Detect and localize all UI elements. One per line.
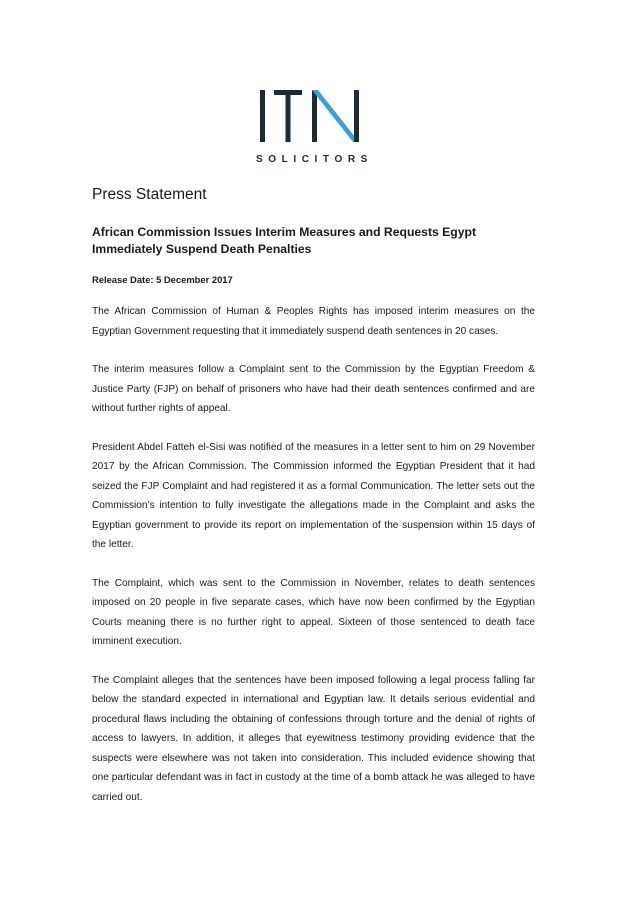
document-type-title: Press Statement — [92, 186, 207, 203]
logo-letter-t-stem — [286, 90, 291, 142]
itn-solicitors-logo — [256, 90, 373, 166]
headline: African Commission Issues Interim Measures and Requests Egypt Immediately Suspend Death Penalties — [92, 225, 477, 256]
paragraph-4: The Complaint, which was sent to the Commission in November, relates to death sentences imposed on 20 people in five separate cases, which have now been confirmed by the Egyptian Courts meaning there is no further right to appeal. Sixteen of those sentenced to death face imminent execution. — [92, 577, 535, 647]
paragraph-2: The interim measures follow a Complaint sent to the Commission by the Egyptian Freedom & Justice Party (FJP) on behalf of prisoners who have had their death sentences confirmed and are without further rights of appeal. — [92, 364, 535, 414]
logo-letter-i — [260, 90, 265, 142]
release-date: Release Date: 5 December 2017 — [92, 274, 233, 285]
logo-letter-n-left — [312, 90, 317, 142]
press-statement-body — [92, 186, 535, 826]
logo-letter-n-right — [354, 90, 359, 142]
paragraph-1: The African Commission of Human & Peoples Rights has imposed interim measures on the Egyptian Government requesting that it immediately suspend death sentences in 20 cases. — [92, 306, 535, 337]
paragraph-3: President Abdel Fatteh el-Sisi was notified of the measures in a letter sent to him on 29 November 2017 by the African Commission. The Commission informed the Egyptian President that it had seized the FJP Complaint and had registered it as a formal Communication. The letter sets out the Commission’s intention to fully investigate the allegations made in the Complaint and asks the Egyptian government to provide its report on implementation of the suspension within 15 days of the letter. — [92, 441, 535, 550]
logo-subtitle: SOLICITORS — [256, 154, 373, 165]
paragraph-5: The Complaint alleges that the sentences have been imposed following a legal process falling far below the standard expected in international and Egyptian law. It details serious evidential and procedural flaws including the obtaining of confessions through torture and the denial of rights of access to lawyers. In addition, it alleges that eyewitness testimony providing evidence that the suspects were elsewhere was not taken into consideration. This included evidence showing that one particular defendant was in fact in custody at the time of a bomb attack he was alleged to have carried out. — [92, 674, 535, 803]
logo-letter-n-diagonal — [312, 90, 359, 142]
itn-logo-mark — [256, 90, 368, 146]
